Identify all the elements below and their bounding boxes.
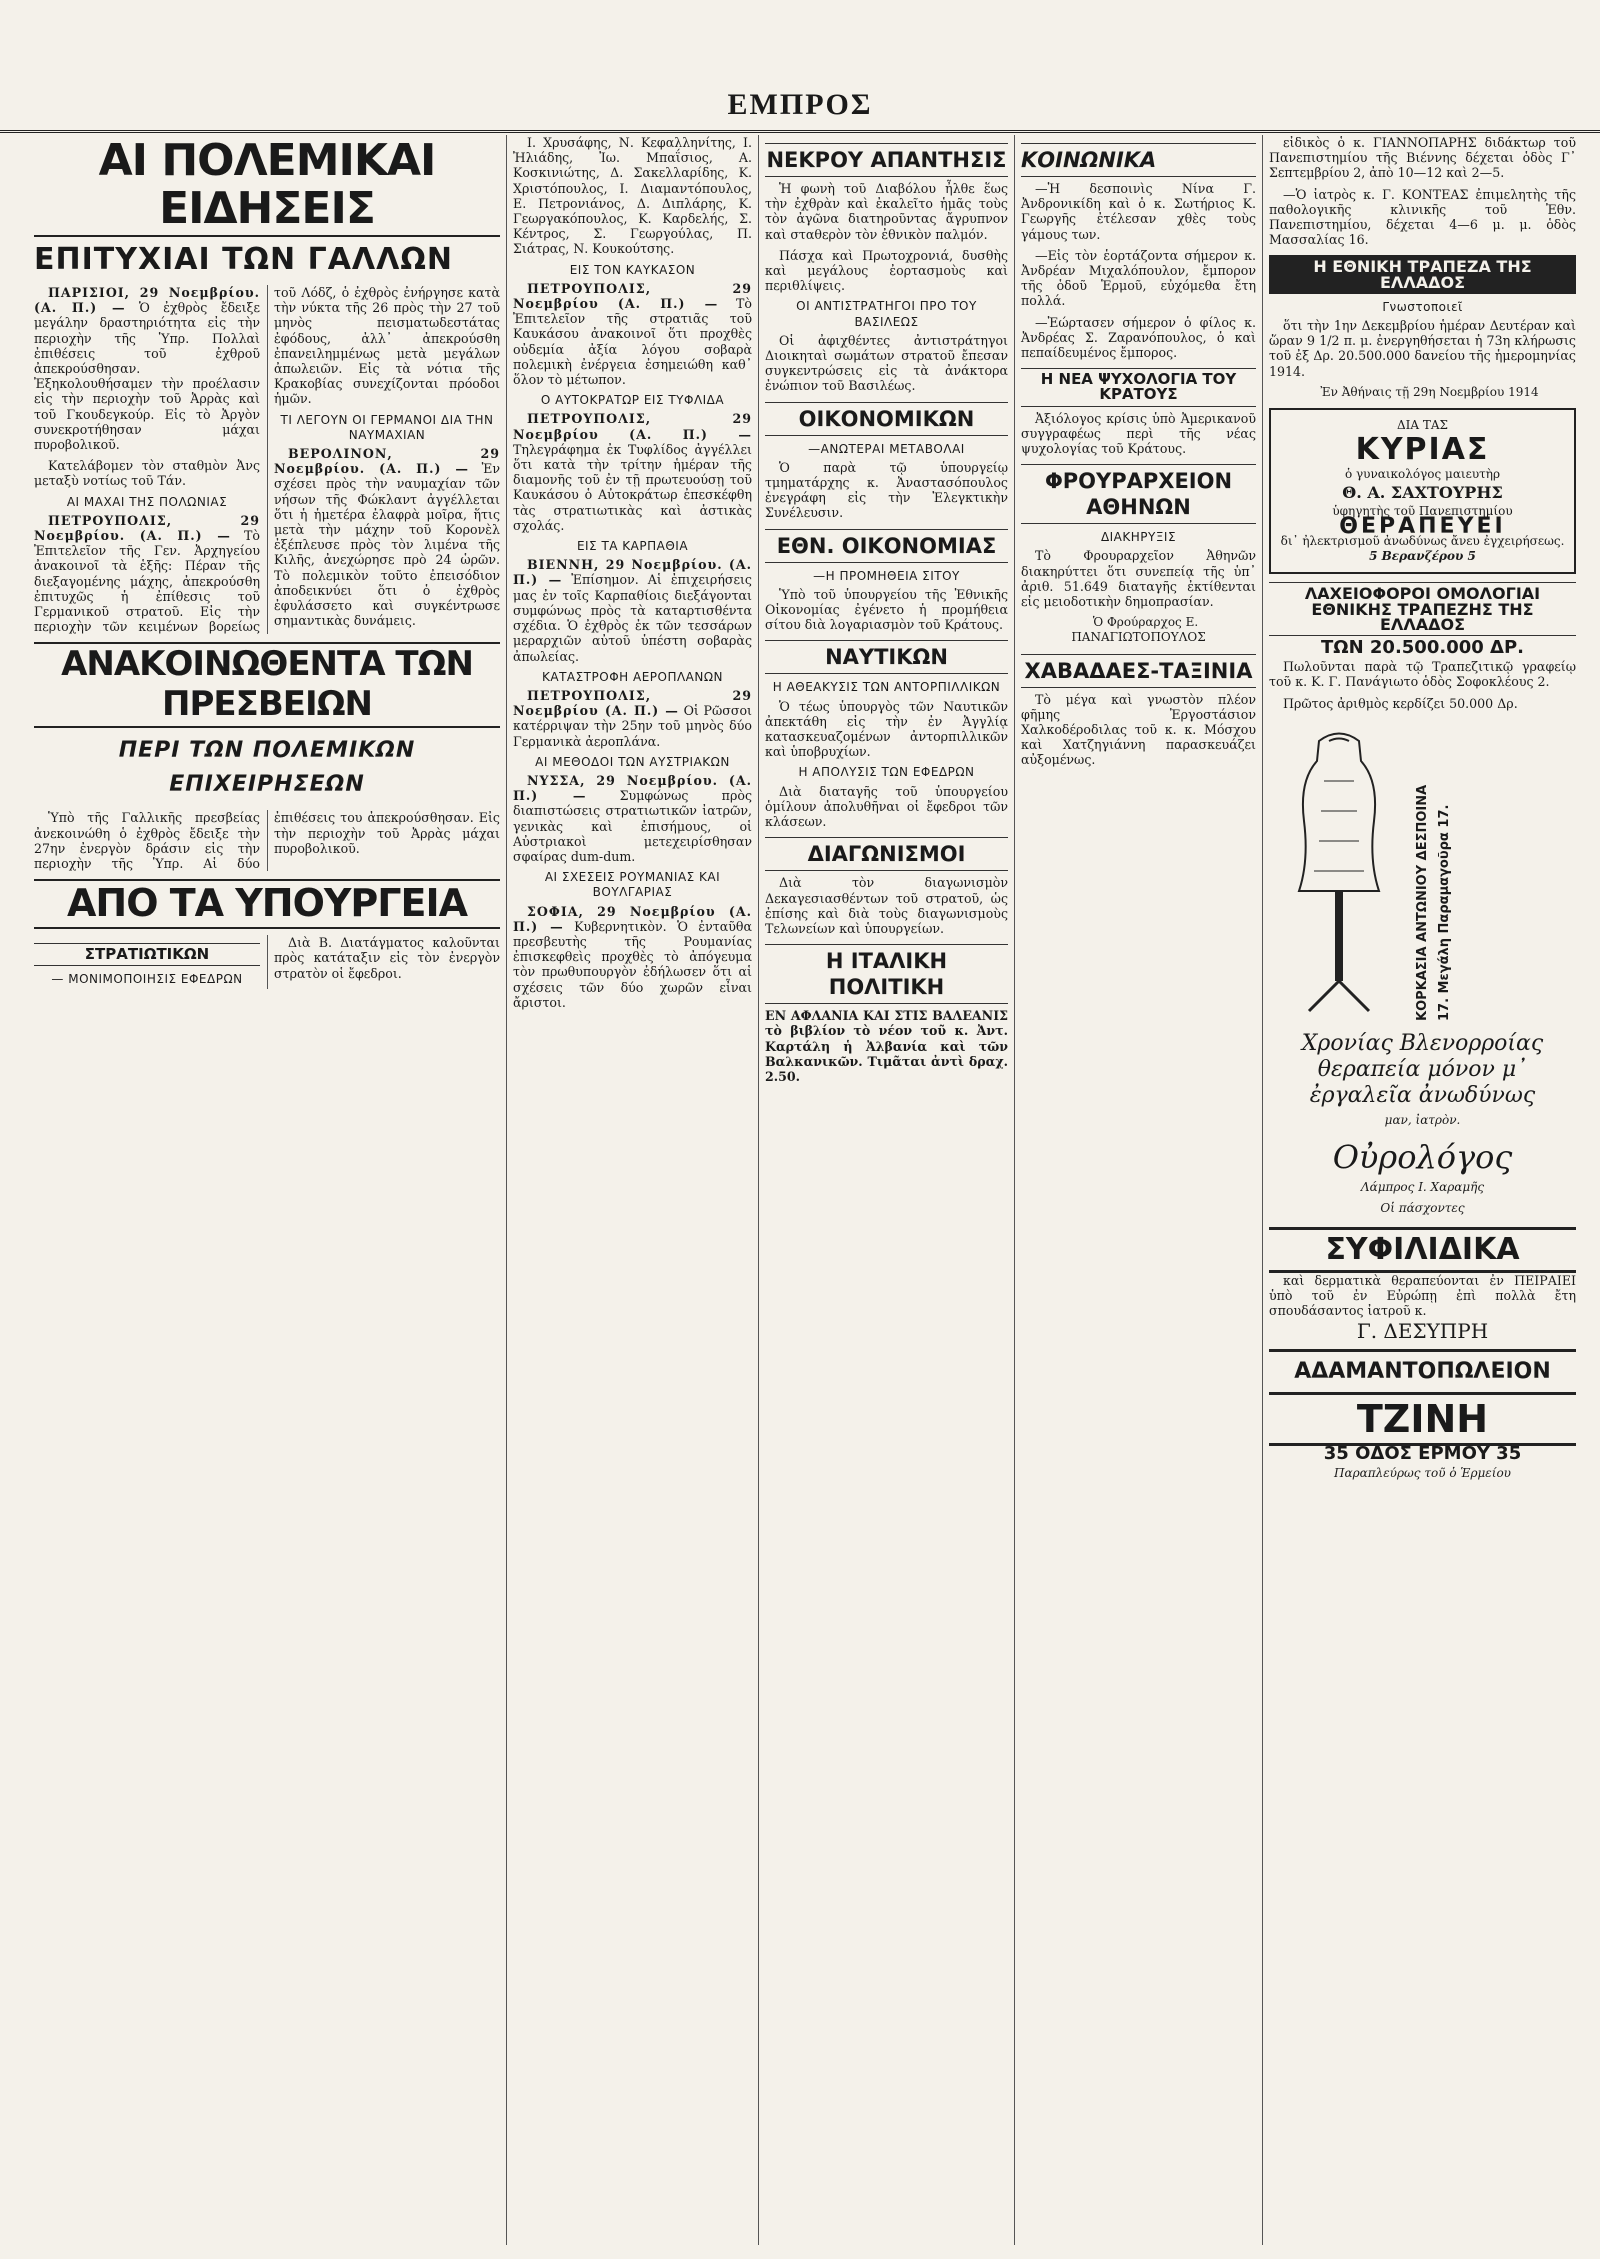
article-paragraph: Πρῶτος ἀριθμὸς κερδίζει 50.000 Δρ. — [1283, 695, 1518, 711]
column-1 — [28, 135, 506, 2245]
section-subheading: —ΑΝΩΤΕΡΑΙ ΜΕΤΑΒΟΛΑΙ — [808, 441, 965, 456]
article-paragraph: —Εἰς τὸν ἑορτάζοντα σήμερον κ. Ἀνδρέαν Μιχαλόπουλον, ἔμπορον τῆς ὁδοῦ Ἑρμοῦ, εὐχόμεθα ἔτη πολλά. — [1021, 247, 1256, 309]
article-paragraph: ΕΝ ΑΦΛΑΝΙΑ ΚΑΙ ΣΤΙΣ ΒΑΛΕΑΝΙΣ τὸ βιβλίον τὸ νέον τοῦ κ. Ἀντ. Καρτάλη ἡ Ἀλβανία καὶ τῶν Βαλκανικῶν. Τιμᾶται ἀντὶ δραχ. 2.50. — [765, 1008, 1008, 1084]
section-heading: ΝΑΥΤΙΚΩΝ — [765, 640, 1008, 674]
article-paragraph: Ὁ τέως ὑπουργὸς τῶν Ναυτικῶν ἀπεκτάθη εἰς τὴν ἐν Ἀγγλίᾳ κατασκευαζομένων ἀντορπιλλικῶν καὶ ὑποβρυχίων. — [765, 698, 1008, 760]
article-paragraph: ὅτι τὴν 1ην Δεκεμβρίου ἡμέραν Δευτέραν καὶ ὥραν 9 1/2 π. μ. ἐνεργηθήσεται ἡ 73η κλήρωσις τοῦ ἐξ Δρ. 20.500.000 δανείου τῆς ἡμερομηνίας 1914. — [1269, 318, 1576, 379]
article-paragraph: Ὁ παρὰ τῷ ὑπουργείῳ τμηματάρχης κ. Ἀναστασόπουλος ἐνεγράφη εἰς τὴν Ἐλεγκτικὴν Συνέλευσιν. — [765, 459, 1008, 521]
section-subheading: —Η ΠΡΟΜΗΘΕΙΑ ΣΙΤΟΥ — [813, 568, 960, 583]
article-paragraph: Διὰ τὸν διαγωνισμὸν Δεκαγεσιασθέντων τοῦ στρατοῦ, ὡς ἐπίσης καὶ διὰ τοὺς διαγωνισμοὺς Τελωνείων καὶ ὑπουργείων. — [765, 875, 1008, 936]
article-paragraph: Ἡ φωνὴ τοῦ Διαβόλου ἦλθε ἕως τὴν ἐχθρὰν καὶ ἐκαλεῖτο ἡμᾶς τοὺς τὸν ἀγῶνα διατηροῦντας ἄγρυπνον καὶ σταθερὸν τὸν ἐθνικὸν παλμόν. — [765, 181, 1008, 242]
section-heading: ΦΡΟΥΡΑΡΧΕΙΟΝ ΑΘΗΝΩΝ — [1021, 464, 1256, 524]
newspaper-title: ΕΜΠΡΟΣ — [727, 88, 873, 121]
ad-dress-form — [1269, 721, 1576, 1021]
section-heading: Ο ΑΥΤΟΚΡΑΤΩΡ ΕΙΣ ΤΥΦΛΙΔΑ — [540, 393, 725, 408]
article-paragraph: ΠΕΤΡΟΥΠΟΛΙΣ, 29 Νοεμβρίου. (Α. Π.) — Τὸ Ἐπιτελεῖον τῆς Γεν. Ἀρχηγείου ἀνακοινοῖ τὰ ἑξῆς: Πέραν τῆς διεξαγομένης μάχης, ἀπεκρούσθη ἐπιτυχῶς ἡ ἐπίθεσις τοῦ Γερμανικοῦ στρατοῦ. Εἰς τὴν περιοχὴν τῶν κειμένων βορείως τοῦ Λόδζ, ὁ ἐχθρὸς ἐνήργησε κατὰ τὴν νύκτα τῆς 26 πρὸς τὴν 27 τοῦ μηνὸς πεισματωδεστάτας ἐφόδους, ἀλλ᾽ ἀπεκρούσθη ἐπανειλημμένως μετὰ μεγάλων ἀπωλειῶν. Εἰς τὰ νότια τῆς Κρακοβίας συνεχίζονται πρόοδοι ἡμῶν. — [34, 285, 500, 635]
article-war-news — [34, 285, 500, 634]
article-paragraph: Πωλοῦνται παρὰ τῷ Τραπεζιτικῷ γραφείῳ τοῦ κ. Κ. Γ. Πανάγιωτο ὁδὸς Σοφοκλέους 2. — [1269, 659, 1576, 690]
article-paragraph: Ἀξιόλογος κρίσις ὑπὸ Ἀμερικανοῦ συγγραφέως περὶ τῆς νέας ψυχολογίας τοῦ Κράτους. — [1021, 410, 1256, 457]
ad-jeweller-address: 35 ΟΔΟΣ ΕΡΜΟΥ 35 — [1323, 1443, 1522, 1465]
article-paragraph: Ὑπὸ τοῦ ὑπουργείου τῆς Ἐθνικῆς Οἰκονομίας ἐγένετο ἡ προμήθεια σίτου διὰ λογαριασμὸν τοῦ Κράτους. — [765, 586, 1008, 633]
dateline: ΒΕΡΟΛΙΝΟΝ, 29 Νοεμβρίου. (Α. Π.) — — [274, 446, 500, 477]
article-paragraph: Τὸ Φρουραρχεῖον Ἀθηνῶν διακηρύττει ὅτι συνεπείᾳ τῆς ὑπ᾽ ἀριθ. 51.649 διαταγῆς ἐκτίθενται εἰς μειοδοτικὴν δημοπρασίαν. — [1021, 548, 1256, 610]
section-subheading: Η ΑΘΕΑΚΥΣΙΣ ΤΩΝ ΑΝΤΟΡΠΙΛΛΙΚΩΝ — [772, 680, 1001, 695]
section-heading: ΑΙ ΣΧΕΣΕΙΣ ΡΟΥΜΑΝΙΑΣ ΚΑΙ ΒΟΥΛΓΑΡΙΑΣ — [544, 870, 721, 900]
section-heading: Η ΙΤΑΛΙΚΗ ΠΟΛΙΤΙΚΗ — [765, 944, 1008, 1004]
section-heading: ΝΕΚΡΟΥ ΑΠΑΝΤΗΣΙΣ — [765, 143, 1008, 177]
signature: Ὁ Φρούραρχος Ε. ΠΑΝΑΓΙΩΤΟΠΟΥΛΟΣ — [1071, 615, 1206, 645]
section-subheading: Γνωστοποιεῖ — [1382, 299, 1463, 314]
dateline: ΠΕΤΡΟΥΠΟΛΙΣ, 29 Νοεμβρίου. (Α. Π.) — — [34, 512, 260, 544]
dateline: ΝΥΣΣΑ, 29 Νοεμβρίου. (Α. Π.) — — [513, 772, 752, 804]
ad-lottery-capital: ΤΩΝ 20.500.000 ΔΡ. — [1320, 637, 1524, 659]
headline-embassy-announcements: ΑΝΑΚΟΙΝΩΘΕΝΤΑ ΤΩΝ ΠΡΕΣΒΕΙΩΝ — [34, 642, 500, 728]
headline-war-news: ΑΙ ΠΟΛΕΜΙΚΑΙ ΕΙΔΗΣΕΙΣ — [34, 137, 500, 237]
masthead — [0, 0, 1600, 133]
section-heading: ΟΙ ΑΝΤΙΣΤΡΑΤΗΓΟΙ ΠΡΟ ΤΟΥ ΒΑΣΙΛΕΩΣ — [796, 299, 977, 329]
section-heading: ΔΙΑΓΩΝΙΣΜΟΙ — [765, 837, 1008, 871]
column-4 — [1014, 135, 1262, 2245]
subheadline-french-success: ΕΠΙΤΥΧΙΑΙ ΤΩΝ ΓΑΛΛΩΝ — [34, 242, 453, 277]
article-paragraph: ΣΟΦΙΑ, 29 Νοεμβρίου (Α. Π.) — Κυβερνητικὸν. Ὁ ἐνταῦθα πρεσβευτὴς τῆς Ρουμανίας ἐπισκεφθεὶς προχθὲς τὸ ἀπόγευμα τὸν πρωθυπουργὸν ἐδήλωσεν ὅτι αἱ σχέσεις τῶν δύο χωρῶν εἶναι ἄριστοι. — [513, 903, 752, 1010]
article-ministries — [34, 935, 500, 989]
column-3 — [758, 135, 1014, 2245]
article-paragraph: ΠΑΡΙΣΙΟΙ, 29 Νοεμβρίου. (Α. Π.) — Ὁ ἐχθρὸς ἔδειξε μεγάλην δραστηριότητα εἰς τὴν περιοχὴν τῆς Ὑπρ. Πολλαὶ ἐπιθέσεις τοῦ ἐχθροῦ ἀπεκρούσθησαν. Ἐξηκολουθήσαμεν τὴν προέλασιν εἰς τὴν περιοχὴν τοῦ Ἀρρὰς καὶ τοῦ Γκουδεγκούρ. Εἰς τὸ Ἀργὸν συνεκροτήθησαν μάχαι πυροβολικοῦ. — [34, 285, 260, 453]
section-heading: Η ΝΕΑ ΨΥΧΟΛΟΓΙΑ ΤΟΥ ΚΡΑΤΟΥΣ — [1021, 368, 1256, 406]
section-heading: Η ΑΠΟΛΥΣΙΣ ΤΩΝ ΕΦΕΔΡΩΝ — [798, 765, 975, 780]
ad-script: Χρονίας Βλενορροίας θεραπεία μόνον μ᾽ ἐργαλεῖα ἀνωδύνως — [1301, 1030, 1544, 1108]
section-heading: ΕΙΣ ΤΑ ΚΑΡΠΑΘΙΑ — [576, 539, 689, 554]
section-heading: ΑΙ ΜΕΘΟΔΟΙ ΤΩΝ ΑΥΣΤΡΙΑΚΩΝ — [535, 754, 730, 769]
article-paragraph: Διὰ Β. Διατάγματος καλοῦνται πρὸς κατάταξιν εἰς τὸν ἐνεργὸν στρατὸν οἱ ἔφεδροι. — [274, 935, 500, 981]
ad-line: ὑφηγητὴς τοῦ Πανεπιστημίου — [1332, 503, 1513, 518]
section-heading: ΤΙ ΛΕΓΟΥΝ ΟΙ ΓΕΡΜΑΝΟΙ ΔΙΑ ΤΗΝ ΝΑΥΜΑΧΙΑΝ — [280, 412, 494, 442]
ad-address: 5 Βερανζέρου 5 — [1369, 549, 1476, 564]
article-paragraph: ΠΕΤΡΟΥΠΟΛΙΣ, 29 Νοεμβρίου (Α. Π.) — Τὸ Ἐπιτελεῖον τῆς στρατιᾶς τοῦ Καυκάσου ἀνακοινοῖ ὅτι προχθὲς οὐδεμία ἀξία λόγου σοβαρὰ πολεμικὴ ἐνέργεια ἐσημειώθη καθ᾽ ὅλον τὸ μέτωπον. — [513, 280, 752, 388]
article-embassy — [34, 810, 500, 871]
article-paragraph: Ὑπὸ τῆς Γαλλικῆς πρεσβείας ἀνεκοινώθη ὁ ἐχθρὸς ἔδειξε τὴν 27ην ἐνεργὸν δράσιν εἰς τὴν περιοχὴν τῆς Ὑπρ. Αἱ δύο ἐπιθέσεις του ἀπεκρούσθησαν. Εἰς τὴν περιοχὴν τοῦ Ἀρρὰς μάχαι πυροβολικοῦ. — [34, 810, 500, 872]
ad-jeweller-sub: Παραπλεύρως τοῦ ὁ Ἑρμείου — [1334, 1465, 1511, 1480]
ad-title: ΚΥΡΙΑΣ — [1355, 432, 1490, 468]
section-heading: ΚΑΤΑΣΤΡΟΦΗ ΑΕΡΟΠΛΑΝΩΝ — [541, 669, 724, 684]
article-paragraph: ΝΥΣΣΑ, 29 Νοεμβρίου. (Α. Π.) — Συμφώνως πρὸς διαπιστώσεις στρατιωτικῶν ἰατρῶν, γενικὰς καὶ ἐπισήμους, οἱ Αὐστριακοὶ μετεχειρίσθησαν σφαίρας dum-dum. — [513, 772, 752, 864]
section-subheading: — ΜΟΝΙΜΟΠΟΙΗΣΙΣ ΕΦΕΔΡΩΝ — [51, 972, 243, 987]
article-paragraph: —Ἐώρτασεν σήμερον ὁ φίλος κ. Ἀνδρέας Σ. Ζαρανόπουλος, ὁ καὶ πεπαίδευμένος ἔμπορος. — [1021, 314, 1256, 361]
signature: Ἐν Ἀθήναις τῇ 29η Νοεμβρίου 1914 — [1320, 384, 1539, 399]
article-paragraph: ΠΕΤΡΟΥΠΟΛΙΣ, 29 Νοεμβρίου (Α. Π.) — Οἱ Ρῶσσοι κατέρριψαν τὴν 25ην τοῦ μηνὸς δύο Γερμανικὰ ἀεροπλάνα. — [513, 687, 752, 749]
ad-urologist-name: Λάμπρος Ι. Χαραμῆς — [1360, 1180, 1485, 1195]
ad-doctor-name: Γ. ΔΕΣΥΠΡΗ — [1356, 1319, 1489, 1344]
mannequin-icon — [1269, 721, 1409, 1021]
ad-jeweller-name: ΤΖΙΝΗ — [1269, 1395, 1576, 1446]
dateline: ΠΕΤΡΟΥΠΟΛΙΣ, 29 Νοεμβρίου (Α. Π.) — — [513, 280, 752, 312]
article-paragraph: Κατελάβομεν τὸν σταθμὸν Ἀνς μεταξὺ νοτίως τοῦ Τάν. — [34, 458, 260, 489]
article-paragraph: Διὰ διαταγῆς τοῦ ὑπουργείου ὁμίλουν ἀπολυθῆναι οἱ ἔφεδροι τῶν κλάσεων. — [765, 783, 1008, 830]
bank-banner: Η ΕΘΝΙΚΗ ΤΡΑΠΕΖΑ ΤΗΣ ΕΛΛΑΔΟΣ — [1269, 255, 1576, 293]
ad-lottery-title: ΛΑΧΕΙΟΦΟΡΟΙ ΟΜΟΛΟΓΙΑΙ ΕΘΝΙΚΗΣ ΤΡΑΠΕΖΗΣ ΤΗΣ ΕΛΛΑΔΟΣ — [1269, 582, 1576, 636]
article-paragraph: Οἱ ἀφιχθέντες ἀντιστράτηγοι Διοικηταὶ σωμάτων στρατοῦ ἔπεσαν συγκεντρώσεις εἰς τὰ ἀνάκτορα ἐνώπιον τοῦ Βασιλέως. — [765, 332, 1008, 394]
ad-vertical-text: ΚΟΡΚΑΣΙΑ ΑΝΤΩΝΙΟΥ ΔΕΣΠΟΙΝΑ — [1415, 784, 1430, 1021]
article-paragraph: ΒΕΡΟΛΙΝΟΝ, 29 Νοεμβρίου. (Α. Π.) — Ἐν σχέσει πρὸς τὴν ναυμαχίαν τῶν νήσων τῆς Φώκλαντ ἀγγέλλεται ὅτι ἡ ἡμετέρα ἐλαφρὰ μοῖρα, ἥτις μετὰ τὴν μάχην τοῦ Κορονὲλ ἐξέπλευσε πρὸς τὸν λιμένα τῆς Κιλῆς, ἀνεχώρησε πρὸ 24 ὡρῶν. Τὸ πολεμικὸν τοῦτο ἐπεισόδιον ἀποδεικνύει ὅτι ὁ ἐχθρὸς ἐφυλάσσετο καὶ συγκέντρωσε σημαντικὰς δυνάμεις. — [274, 446, 500, 629]
ad-vertical-text: 17. Μεγάλη Παραμαγοῦρα 17. — [1437, 804, 1452, 1021]
section-heading: ΟΙΚΟΝΟΜΙΚΩΝ — [765, 402, 1008, 436]
article-paragraph: Ι. Χρυσάφης, Ν. Κεφαλληνίτης, Ι. Ἠλιάδης, Ἰω. Μπαΐσιος, Α. Κοσκινιώτης, Δ. Σακελλαρίδης, Κ. Χριστόπουλος, Ι. Διαμαντόπουλος, Ε. Πετρονιάνος, Δ. Διπλάρης, Κ. Γεωργακόπουλος, Κ. Καρδελής, Σ. Κέντρος, Σ. Γεωργούλας, Π. Σιάτρας, Ν. Κουκούτσης. — [513, 135, 752, 257]
dateline: ΒΙΕΝΝΗ, 29 Νοεμβρίου. (Α. Π.) — — [513, 557, 752, 588]
article-paragraph: εἰδικὸς ὁ κ. ΓΙΑΝΝΟΠΑΡΗΣ διδάκτωρ τοῦ Πανεπιστημίου τῆς Βιέννης δέχεται ὁδὸς Γ᾽ Σεπτεμβρίου 2, ἀπὸ 10—12 καὶ 2—5. — [1269, 135, 1576, 181]
ad-pre: ΔΙΑ ΤΑΣ — [1396, 418, 1449, 433]
subheadline-operations: ΠΕΡΙ ΤΩΝ ΠΟΛΕΜΙΚΩΝ ΕΠΙΧΕΙΡΗΣΕΩΝ — [118, 738, 416, 798]
section-heading: ΚΟΙΝΩΝΙΚΑ — [1021, 143, 1256, 177]
ad-line: ὁ γυναικολόγος μαιευτὴρ — [1344, 467, 1501, 482]
article-paragraph: —Ὁ ἰατρὸς κ. Γ. ΚΟΝΤΕΑΣ ἐπιμελητὴς τῆς παθολογικῆς κλινικῆς τοῦ Ἐθν. Πανεπιστημίου, δέχεται 4—6 μ. μ. ὁδὸς Μασσαλίας 16. — [1269, 186, 1576, 248]
article-paragraph: ΒΙΕΝΝΗ, 29 Νοεμβρίου. (Α. Π.) — Ἐπίσημον. Αἱ ἐπιχειρήσεις μας ἐν τοῖς Καρπαθίοις διεξάγονται συμφώνως πρὸς τὰ καταρτισθέντα σχέδια. Ὁ ἐχθρὸς ἐκ τῶν τεσσάρων μεραρχιῶν αὐτοῦ ὑπέστη σοβαρὰς ἀπωλείας. — [513, 557, 752, 664]
ad-keyword: ΘΕΡΑΠΕΥΕΙ — [1339, 513, 1506, 539]
section-heading: ΕΘΝ. ΟΙΚΟΝΟΜΙΑΣ — [765, 529, 1008, 563]
section-heading: ΑΙ ΜΑΧΑΙ ΤΗΣ ΠΟΛΩΝΙΑΣ — [66, 494, 228, 509]
article-paragraph: ΠΕΤΡΟΥΠΟΛΙΣ, 29 Νοεμβρίου (Α. Π.) — Τηλεγράφημα ἐκ Τυφλίδος ἀγγέλλει ὅτι κατὰ τὴν τρίτην ἡμέραν τῆς διαμονῆς τοῦ ἐν τῇ πρωτευούσῃ τοῦ Καυκάσου ὁ Αὐτοκράτωρ ἐπεσκέφθη τὰς στρατιωτικὰς καὶ ἀστικὰς σχολάς. — [513, 411, 752, 533]
ad-urologist: Οὐρολόγος — [1332, 1138, 1513, 1177]
column-2 — [506, 135, 758, 2245]
section-heading: ΧΑΒΑΔΑΕΣ-ΤΑΞΙΝΙΑ — [1021, 654, 1256, 688]
ad-jeweller-line: ΑΔΑΜΑΝΤΟΠΩΛΕΙΟΝ — [1269, 1349, 1576, 1395]
dateline: ΠΕΤΡΟΥΠΟΛΙΣ, 29 Νοεμβρίου (Α. Π.) — — [513, 411, 752, 442]
ad-script-sub: μαν, ἰατρὸν. — [1384, 1112, 1461, 1127]
article-paragraph: Τὸ μέγα καὶ γνωστὸν πλέον φῆμης Ἐργοστάσιον Χαλκοδέροδιλας τοῦ κ. κ. Μόσχου καὶ Χατζηγιάννη παρασκευάζει αὐξομένως. — [1021, 691, 1256, 768]
column-5 — [1262, 135, 1582, 2245]
article-paragraph: —Ἡ δεσποινὶς Νίνα Γ. Ἀνδρονικίδη καὶ ὁ κ. Σωτήριος Κ. Γεωργῆς ἐτέλεσαν χθὲς τοὺς γάμους των. — [1021, 181, 1256, 242]
ad-doctor-name: Θ. Α. ΣΑΧΤΟΥΡΗΣ — [1342, 483, 1503, 503]
dateline: ΠΑΡΙΣΙΟΙ, 29 Νοεμβρίου. (Α. Π.) — — [34, 285, 260, 316]
dateline: ΠΕΤΡΟΥΠΟΛΙΣ, 29 Νοεμβρίου (Α. Π.) — — [513, 687, 752, 719]
article-paragraph: καὶ δερματικὰ θεραπεύονται ἐν ΠΕΙΡΑΙΕΙ ὑπὸ τοῦ ἐν Εὐρώπῃ ἐπὶ πολλὰ ἔτη σπουδάσαντος ἰατροῦ κ. — [1269, 1272, 1576, 1318]
ad-body: δι᾽ ἠλεκτρισμοῦ ἀνωδύνως ἄνευ ἐγχειρήσεως. — [1280, 534, 1565, 549]
section-heading: ΣΤΡΑΤΙΩΤΙΚΩΝ — [34, 943, 260, 966]
section-subheading: ΔΙΑΚΗΡΥΞΙΣ — [1100, 530, 1177, 545]
article-paragraph: Πάσχα καὶ Πρωτοχρονιά, δυσθὴς καὶ μεγάλους ἐορτασμοὺς καὶ περιθλίψεις. — [765, 247, 1008, 294]
ad-gynecologist — [1269, 408, 1576, 574]
ad-line: Οἱ πάσχοντες — [1380, 1201, 1465, 1216]
section-heading: ΕΙΣ ΤΟΝ ΚΑΥΚΑΣΟΝ — [569, 262, 696, 277]
ad-syphilis-title: ΣΥΦΙΛΙΔΙΚΑ — [1269, 1227, 1576, 1273]
headline-ministries: ΑΠΟ ΤΑ ΥΠΟΥΡΓΕΙΑ — [34, 879, 500, 929]
dateline: ΣΟΦΙΑ, 29 Νοεμβρίου (Α. Π.) — — [513, 903, 752, 934]
